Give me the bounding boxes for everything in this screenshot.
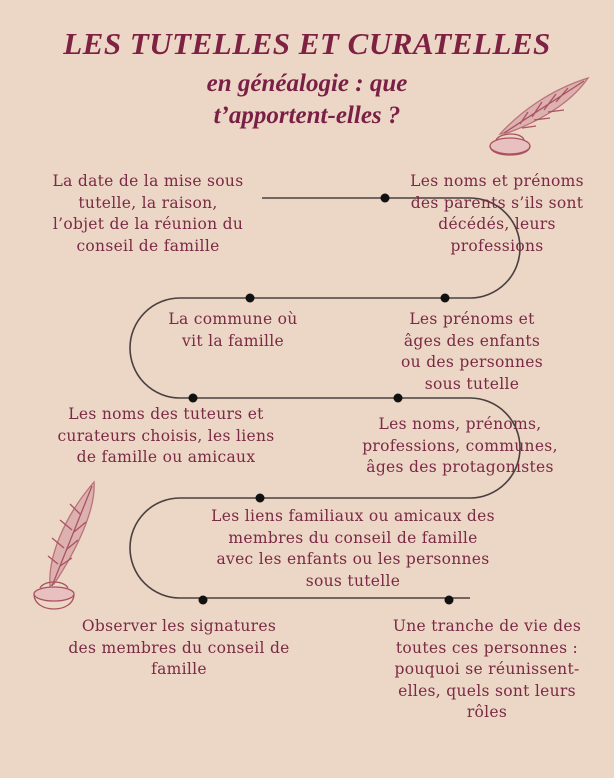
- timeline-dot: [441, 294, 450, 303]
- timeline-item-2: Les noms et prénoms des parents s’ils sont décédés, leurs professions: [410, 172, 584, 255]
- timeline-item-4: Les prénoms et âges des enfants ou des personnes sous tutelle: [401, 310, 543, 393]
- timeline-dot: [256, 494, 265, 503]
- timeline-item-7: Les liens familiaux ou amicaux des membres du conseil de famille avec les enfants ou les personnes sous tutelle: [211, 507, 495, 590]
- timeline-item-8: Observer les signatures des membres du conseil de famille: [68, 617, 290, 678]
- page-subtitle-line-1: en généalogie : que: [206, 70, 408, 97]
- timeline-item-3: La commune où vit la famille: [168, 310, 298, 350]
- timeline-dot: [189, 394, 198, 403]
- quill-inkwell-icon: [480, 72, 595, 162]
- quill-inkwell-icon: [28, 478, 108, 618]
- timeline-item-1: La date de la mise sous tutelle, la raison, l’objet de la réunion du conseil de famille: [52, 172, 244, 255]
- timeline-item-5: Les noms des tuteurs et curateurs choisis, les liens de famille ou amicaux: [57, 405, 275, 466]
- page-title: LES TUTELLES ET CURATELLES: [63, 26, 551, 61]
- timeline-item-6: Les noms, prénoms, professions, communes, âges des protagonistes: [362, 415, 558, 476]
- timeline-dot: [445, 596, 454, 605]
- timeline-dot: [246, 294, 255, 303]
- page-subtitle-line-2: t’apportent-elles ?: [213, 102, 401, 129]
- timeline-dot: [199, 596, 208, 605]
- timeline-item-9: Une tranche de vie des toutes ces personnes : pouquoi se réunissent- elles, quels sont leurs rôles: [392, 617, 582, 721]
